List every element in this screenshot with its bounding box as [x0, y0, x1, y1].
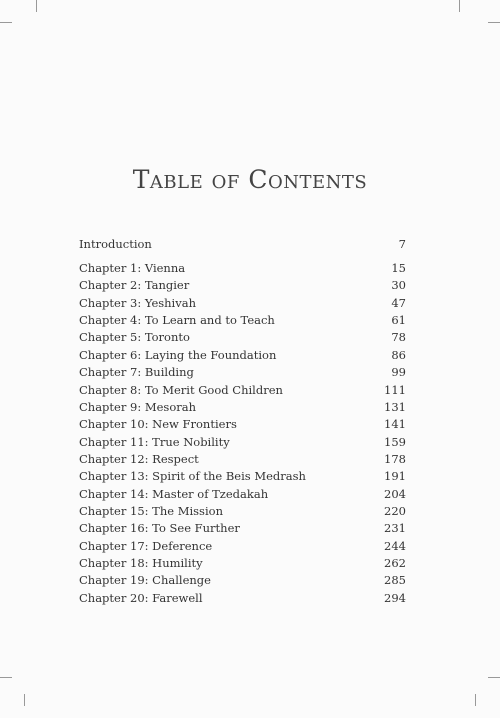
- toc-entry-label: Chapter 12: Respect: [79, 451, 199, 466]
- toc-entry: [79, 295, 406, 312]
- toc-entry: [79, 312, 406, 329]
- toc-entry-label: Chapter 3: Yeshivah: [79, 295, 196, 310]
- toc-entry: [79, 468, 406, 485]
- toc-entry-label: Chapter 19: Challenge: [79, 573, 211, 588]
- toc-entry-page: 231: [384, 521, 406, 536]
- toc-entry: [79, 503, 406, 520]
- crop-mark: [488, 22, 500, 23]
- toc-entry-label: Introduction: [79, 237, 152, 251]
- toc-entry: [79, 399, 406, 416]
- crop-mark: [24, 694, 25, 706]
- toc-entry-label: Chapter 18: Humility: [79, 556, 203, 570]
- crop-mark: [36, 0, 37, 12]
- toc-entry-page: 30: [391, 278, 406, 293]
- crop-mark: [459, 0, 460, 12]
- toc-entry-page: 159: [384, 434, 406, 449]
- toc-entry-page: 47: [391, 295, 406, 310]
- toc-entry-label: Chapter 17: Deference: [79, 538, 213, 553]
- toc-entry-label: Chapter 6: Laying the Foundation: [79, 347, 277, 362]
- toc-entry-page: 244: [384, 538, 406, 553]
- toc-entry-label: Chapter 10: New Frontiers: [79, 417, 237, 432]
- toc-entry-page: 61: [391, 313, 406, 328]
- toc-entry-page: 111: [384, 382, 406, 397]
- toc-entry: [79, 434, 406, 451]
- toc-entry-page: 78: [391, 330, 406, 345]
- toc-entry: [79, 277, 406, 294]
- toc-entry-label: Chapter 1: Vienna: [79, 261, 186, 275]
- toc-entry: [79, 555, 406, 572]
- toc-entry: [79, 451, 406, 468]
- toc-entry-label: Chapter 2: Tangier: [79, 278, 190, 293]
- toc-entry: [79, 347, 406, 364]
- toc-entry: [79, 236, 406, 253]
- toc-entry-page: 191: [384, 469, 406, 484]
- toc-entry-page: 7: [398, 237, 406, 251]
- toc-entry-label: Chapter 4: To Learn and to Teach: [79, 313, 275, 328]
- toc-entry: [79, 260, 406, 277]
- toc-entry-page: 220: [384, 503, 406, 518]
- toc-entry-label: Chapter 11: True Nobility: [79, 434, 230, 449]
- toc-entry-label: Chapter 16: To See Further: [79, 521, 240, 536]
- toc-entry-page: 131: [384, 399, 406, 414]
- toc-entry-page: 86: [391, 347, 406, 362]
- toc-entry: [79, 538, 406, 555]
- crop-mark: [0, 677, 12, 678]
- toc-entry-page: 178: [384, 451, 406, 466]
- toc-entry-label: Chapter 7: Building: [79, 365, 194, 380]
- toc-entry: [79, 416, 406, 433]
- toc-entry: [79, 329, 406, 346]
- toc-entry-page: 204: [384, 486, 406, 501]
- toc-entry-label: Chapter 20: Farewell: [79, 590, 203, 605]
- toc-entry: [79, 520, 406, 537]
- toc-entry-label: Chapter 13: Spirit of the Beis Medrash: [79, 469, 306, 484]
- toc-entry: [79, 572, 406, 589]
- toc-entry-label: Chapter 9: Mesorah: [79, 399, 197, 414]
- toc-entry-label: Chapter 5: Toronto: [79, 330, 190, 345]
- toc-entry-page: 99: [391, 365, 406, 380]
- page-title: Table of Contents: [132, 165, 368, 194]
- crop-mark: [475, 694, 476, 706]
- toc-entry-label: Chapter 15: The Mission: [79, 503, 223, 518]
- toc-entry: [79, 486, 406, 503]
- toc-entry-page: 15: [391, 261, 406, 275]
- crop-mark: [488, 677, 500, 678]
- toc-entry: [79, 590, 406, 607]
- toc-entry: [79, 364, 406, 381]
- toc-entry-label: Chapter 8: To Merit Good Children: [79, 382, 283, 397]
- crop-mark: [0, 22, 12, 23]
- toc-entry-page: 285: [384, 573, 406, 588]
- toc-entry-label: Chapter 14: Master of Tzedakah: [79, 486, 269, 501]
- toc-entry: [79, 382, 406, 399]
- toc-entry-page: 262: [384, 556, 406, 570]
- toc-entry-page: 294: [384, 590, 406, 605]
- toc-entry-page: 141: [384, 417, 406, 432]
